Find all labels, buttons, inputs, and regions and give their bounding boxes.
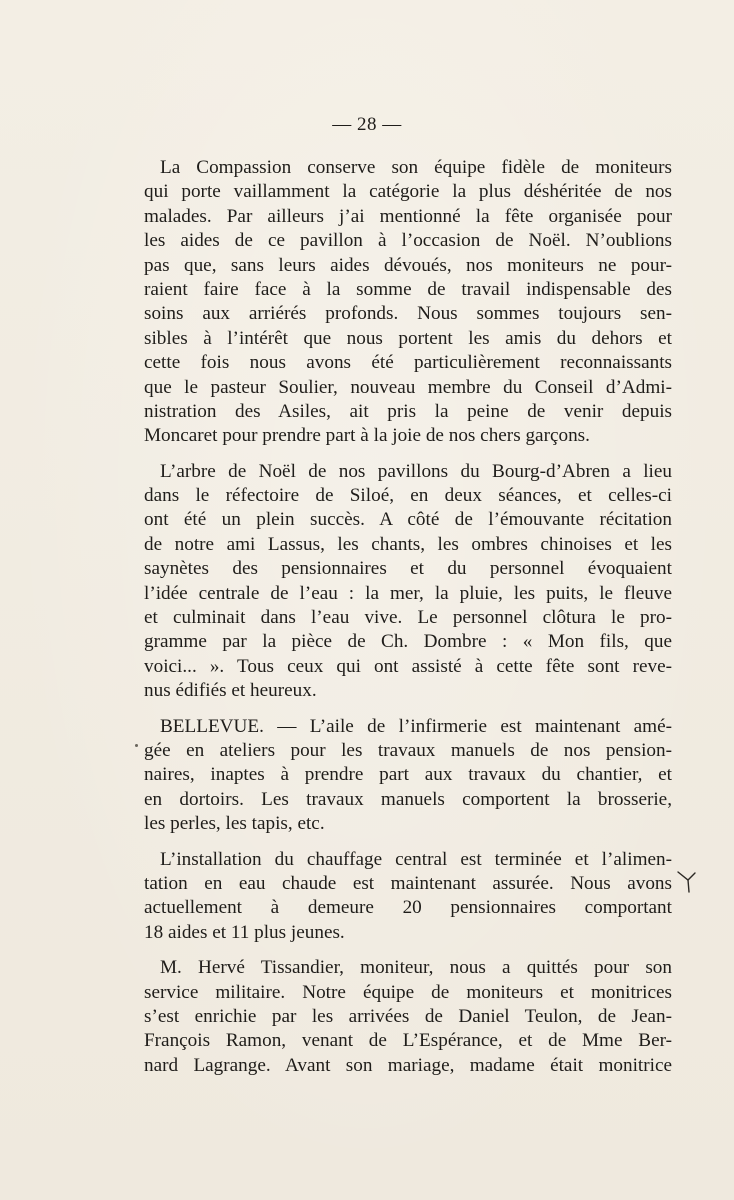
text-line: malades. Par ailleurs j’ai mentionné la fête organisée pour	[144, 205, 672, 227]
text-line: soins aux arriérés profonds. Nous sommes toujours sen-	[144, 303, 672, 325]
page-number: — 28 —	[332, 114, 402, 135]
text-line: l’idée centrale de l’eau : la mer, la pluie, les puits, le fleuve	[144, 582, 672, 604]
margin-pen-mark-icon	[676, 868, 700, 896]
ink-speck	[135, 744, 138, 747]
text-line: actuellement à demeure 20 pensionnaires comportant	[144, 897, 672, 919]
paragraph-bellevue	[144, 715, 672, 837]
text-line: L’installation du chauffage central est terminée et l’alimen-	[160, 848, 672, 870]
text-line: pas que, sans leurs aides dévoués, nos moniteurs ne pour-	[144, 254, 672, 276]
text-line: saynètes des pensionnaires et du personnel évoquaient	[144, 558, 672, 580]
text-line: dans le réfectoire de Siloé, en deux séances, et celles-ci	[144, 485, 672, 507]
text-line: sibles à l’intérêt que nous portent les amis du dehors et	[144, 327, 672, 349]
text-line: ont été un plein succès. A côté de l’émouvante récitation	[144, 509, 672, 531]
paragraph-compassion	[144, 156, 672, 449]
text-line: qui porte vaillamment la catégorie la plus déshéritée de nos	[144, 181, 672, 203]
text-line: et culminait dans l’eau vive. Le personnel clôtura le pro-	[144, 607, 672, 629]
text-line: voici... ». Tous ceux qui ont assisté à cette fête sont reve-	[144, 655, 672, 677]
text-line: tation en eau chaude est maintenant assurée. Nous avons	[144, 872, 672, 894]
paragraph-tissandier	[144, 956, 672, 1078]
text-line: Moncaret pour prendre part à la joie de nos chers garçons.	[144, 425, 590, 447]
text-line: M. Hervé Tissandier, moniteur, nous a quittés pour son	[160, 957, 672, 979]
text-line: en dortoirs. Les travaux manuels comportent la brosserie,	[144, 788, 672, 810]
text-line: nus édifiés et heureux.	[144, 680, 317, 702]
paragraph-chauffage	[144, 848, 672, 946]
body-text	[144, 156, 672, 1089]
text-line: que le pasteur Soulier, nouveau membre du Conseil d’Admi-	[144, 376, 672, 398]
text-line: cette fois nous avons été particulièrement reconnaissants	[144, 352, 672, 374]
text-line: gée en ateliers pour les travaux manuels de nos pension-	[144, 739, 672, 761]
text-line: nard Lagrange. Avant son mariage, madame était monitrice	[144, 1054, 672, 1076]
text-line: 18 aides et 11 plus jeunes.	[144, 921, 345, 943]
text-line: La Compassion conserve son équipe fidèle de moniteurs	[160, 157, 672, 178]
text-line: François Ramon, venant de L’Espérance, et de Mme Ber-	[144, 1030, 672, 1052]
text-line: les aides de ce pavillon à l’occasion de Noël. N’oublions	[144, 230, 672, 252]
paragraph-arbre-de-noel	[144, 460, 672, 704]
text-line: service militaire. Notre équipe de moniteurs et monitrices	[144, 981, 672, 1003]
text-line: raient faire face à la somme de travail indispensable des	[144, 278, 672, 300]
text-line: s’est enrichie par les arrivées de Daniel Teulon, de Jean-	[144, 1005, 672, 1027]
text-line: nistration des Asiles, ait pris la peine de venir depuis	[144, 400, 672, 422]
text-line: les perles, les tapis, etc.	[144, 813, 325, 835]
text-line: BELLEVUE. — L’aile de l’infirmerie est maintenant amé-	[160, 715, 672, 737]
text-line: de notre ami Lassus, les chants, les ombres chinoises et les	[144, 533, 672, 555]
text-line: naires, inaptes à prendre part aux travaux du chantier, et	[144, 764, 672, 786]
text-line: gramme par la pièce de Ch. Dombre : « Mon fils, que	[144, 631, 672, 653]
text-line: L’arbre de Noël de nos pavillons du Bourg-d’Abren a lieu	[160, 460, 672, 482]
